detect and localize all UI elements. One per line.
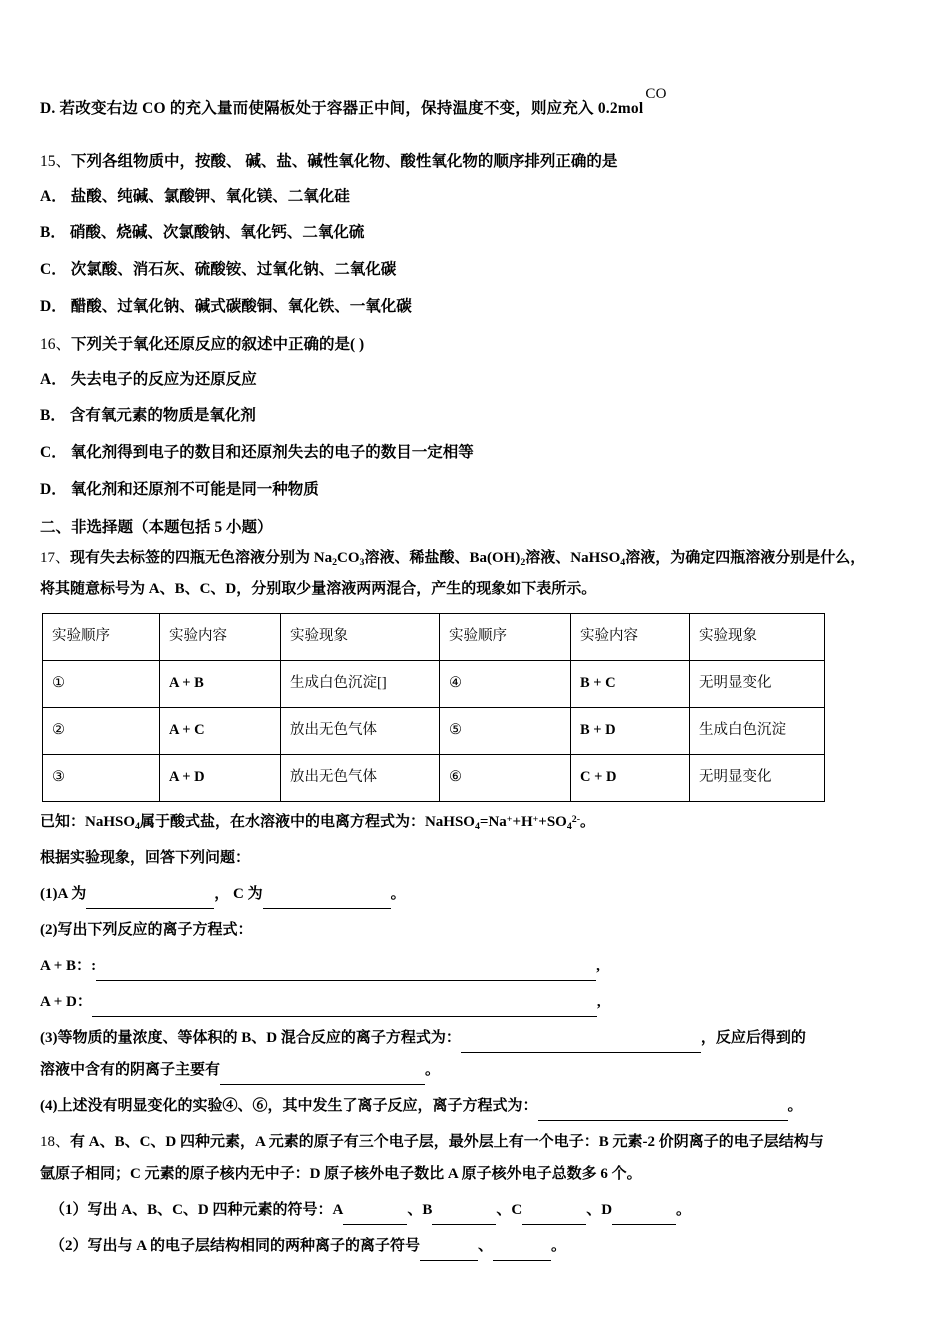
cell-content-2: C + D [571,754,690,801]
question-15-number: 15、 [40,153,72,171]
q17-sub3-line1 [40,1023,920,1053]
cell-result-2: 生成白色沉淀 [690,707,825,754]
q17-sub1-blank-c[interactable] [263,893,391,908]
question-18-number: 18、 [40,1133,71,1150]
q18-sub1-pre: （1）写出 A、B、C、D 四种元素的符号：A [50,1201,344,1218]
cell-content-1: A + D [160,754,281,801]
question-18-line2: 氩原子相同；C 元素的原子核内无中子：D 原子核外电子数比 A 原子核外电子总数多 6 个。 [40,1165,642,1182]
q17-sub2-ab [40,951,920,981]
section-2-heading: 二、非选择题（本题包括 5 小题） [40,519,273,537]
question-17-stem [40,543,920,605]
question-15-stem [40,150,920,173]
known-sub-so4: 4 [566,820,572,832]
q17-sub3-line2-pre: 溶液中含有的阴离子主要有 [40,1061,221,1078]
q16-option-c-letter: C． [40,444,67,462]
q17-sub1-blank-a[interactable] [86,893,214,908]
known-plus-2: +SO [538,813,567,830]
q18-sub1-b: 、B [407,1201,433,1218]
q17-sub2-ab-blank[interactable] [96,965,596,980]
q17-formula-baoh2-sub: 2 [520,557,526,569]
q17-stem-part2: CO [337,550,360,567]
cell-content-1: A + B [160,660,281,707]
cell-result-1: 放出无色气体 [281,754,440,801]
q15-option-d [40,296,920,318]
q18-sub1-c: 、C [496,1201,523,1218]
question-16-text: 下列关于氧化还原反应的叙述中正确的是( ) [71,336,365,354]
q16-option-d-letter: D． [40,480,67,498]
q17-stem-part5: 溶液，为确定四瓶溶液分别是什么， [625,550,866,567]
q17-sub2-ab-end: , [596,957,600,974]
q18-sub1-d: 、D [586,1201,613,1218]
known-plus-1: +H [512,813,533,830]
experiment-results-table [42,613,825,802]
q17-sub3-blank[interactable] [461,1037,701,1052]
option-d-continuation [40,86,920,120]
cell-result-2: 无明显变化 [690,754,825,801]
table-row [43,707,825,754]
th-content-2: 实验内容 [571,613,690,660]
known-end: 。 [580,813,596,830]
th-order-1: 实验顺序 [43,613,160,660]
q18-sub2-pre: （2）写出与 A 的电子层结构相同的两种离子的离子符号 [50,1237,421,1254]
q18-sub1 [50,1195,920,1225]
q17-sub2-ad-blank[interactable] [92,1001,597,1016]
q17-stem-part3: 溶液、稀盐酸、Ba(OH) [364,550,521,567]
table-row [43,660,825,707]
question-16-number: 16、 [40,336,72,354]
th-content-1: 实验内容 [160,613,281,660]
th-result-2: 实验现象 [690,613,825,660]
q15-option-a [40,186,920,208]
q17-sub3-line2-end: 。 [425,1061,441,1078]
cell-order-1: ② [43,707,160,754]
q18-sub1-blank-c[interactable] [522,1209,586,1224]
q15-option-d-letter: D． [40,297,67,315]
cell-result-1: 放出无色气体 [281,707,440,754]
q15-option-b-text: 硝酸、烧碱、次氯酸钠、氧化钙、二氧化硫 [69,224,365,242]
cell-content-2: B + D [571,707,690,754]
q15-option-c [40,259,920,281]
known-sup-na: + [506,813,513,825]
cell-order-1: ③ [43,754,160,801]
q17-sub2-ab-colon: : [91,957,97,974]
q15-option-b-letter: B． [40,224,66,242]
table-row [43,754,825,801]
q16-option-c [40,442,920,464]
q17-stem-line2: 将其随意标号为 A、B、C、D，分别取少量溶液两两混合，产生的现象如下表所示。 [40,581,597,598]
table-header-row [43,613,825,660]
q16-option-a-letter: A． [40,370,67,388]
known-eq: =Na [479,813,507,830]
q18-sub2 [50,1231,920,1261]
q16-option-c-text: 氧化剂得到电子的数目和还原剂失去的电子的数目一定相等 [70,444,474,462]
q17-formula-na2co3-sub2: 2 [332,557,338,569]
q17-sub1 [40,879,920,909]
q17-sub2-ad-end: , [596,993,601,1010]
q17-stem-part4: 溶液、NaHSO [525,550,621,567]
cell-order-2: ④ [440,660,571,707]
q17-sub1-end: 。 [390,885,406,902]
q18-sub1-end: 。 [676,1201,692,1218]
q17-formula-na2co3-sub3: 3 [359,557,365,569]
q15-option-a-letter: A． [40,187,67,205]
q16-option-b-text: 含有氧元素的物质是氧化剂 [69,407,256,425]
th-order-2: 实验顺序 [440,613,571,660]
q17-sub2-heading: (2)写出下列反应的离子方程式： [40,921,253,938]
q18-sub1-blank-d[interactable] [612,1209,676,1224]
q17-sub3-pre: (3)等物质的量浓度、等体积的 B、D 混合反应的离子方程式为： [40,1029,461,1046]
q17-sub3-line2 [40,1055,920,1085]
q17-sub4-end: 。 [787,1097,803,1114]
question-17-number: 17、 [40,550,71,567]
question-16-stem [40,333,920,356]
q15-option-c-text: 次氯酸、消石灰、硫酸铵、过氧化钠、二氧化碳 [70,261,397,279]
q15-option-c-letter: C． [40,261,67,279]
q16-option-a [40,369,920,391]
cell-order-1: ① [43,660,160,707]
q17-sub2-ab-label: A + B： [40,957,92,974]
q16-option-d [40,479,920,501]
known-sub-2: 4 [474,820,480,832]
q18-line1-text: 有 A、B、C、D 四种元素，A 元素的原子有三个电子层，最外层上有一个电子：B 元素-2 价阴离子的电子层结构与 [70,1133,824,1150]
q16-option-d-text: 氧化剂和还原剂不可能是同一种物质 [70,480,319,498]
cell-order-2: ⑤ [440,707,571,754]
q15-option-d-text: 醋酸、过氧化钠、碱式碳酸铜、氧化铁、一氧化碳 [70,297,412,315]
known-sub-1: 4 [135,820,140,832]
option-letter: D. [40,100,56,118]
known-mid: 属于酸式盐，在水溶液中的电离方程式为：NaHSO [139,813,475,830]
q16-option-a-text: 失去电子的反应为还原反应 [70,370,257,388]
q18-sub1-blank-a[interactable] [343,1209,407,1224]
q17-sub2-ad-label: A + D： [40,993,92,1010]
question-15-text: 下列各组物质中，按酸、 碱、盐、碱性氧化物、酸性氧化物的顺序排列正确的是 [71,153,618,171]
q17-sub4 [40,1091,920,1121]
option-text: 若改变右边 CO 的充入量而使隔板处于容器正中间，保持温度不变，则应充入 0.2mol [59,100,644,118]
q16-option-b-letter: B． [40,407,66,425]
q18-sub2-mid: 、 [478,1237,494,1254]
q17-stem-part1: 现有失去标签的四瓶无色溶液分别为 Na [70,550,333,567]
cell-result-1: 生成白色沉淀[] [281,660,440,707]
q17-sub1-pre: (1)A 为 [40,885,87,902]
cell-order-2: ⑥ [440,754,571,801]
q17-sub2-ad [40,987,920,1017]
page-content [40,86,920,1267]
q17-sub3-anion-blank[interactable] [220,1069,425,1084]
th-result-1: 实验现象 [281,613,440,660]
known-sup-h: + [532,813,539,825]
cell-content-2: B + C [571,660,690,707]
cell-result-2: 无明显变化 [690,660,825,707]
q17-known-note [40,810,920,835]
question-18-line1 [40,1127,920,1157]
q17-instruction: 根据实验现象，回答下列问题： [40,849,251,866]
q17-sub1-mid: ， C 为 [214,885,263,902]
q17-formula-nahso4-sub: 4 [620,557,626,569]
q18-sub2-blank-1[interactable] [420,1245,478,1260]
q18-sub2-blank-2[interactable] [493,1245,551,1260]
q15-option-b [40,222,920,244]
known-sup-charge: 2- [571,813,581,825]
q18-sub2-end: 。 [551,1237,567,1254]
q16-option-b [40,405,920,427]
cell-content-1: A + C [160,707,281,754]
q17-sub3-mid: ，反应后得到的 [700,1029,806,1046]
co-superscript: CO [645,86,667,102]
q15-option-a-text: 盐酸、纯碱、氯酸钾、氧化镁、二氧化硅 [70,187,350,205]
q17-sub4-pre: (4)上述没有明显变化的实验④、⑥，其中发生了离子反应，离子方程式为： [40,1097,538,1114]
q17-sub4-blank[interactable] [538,1105,788,1120]
known-prefix: 已知：NaHSO [40,813,136,830]
q18-sub1-blank-b[interactable] [432,1209,496,1224]
